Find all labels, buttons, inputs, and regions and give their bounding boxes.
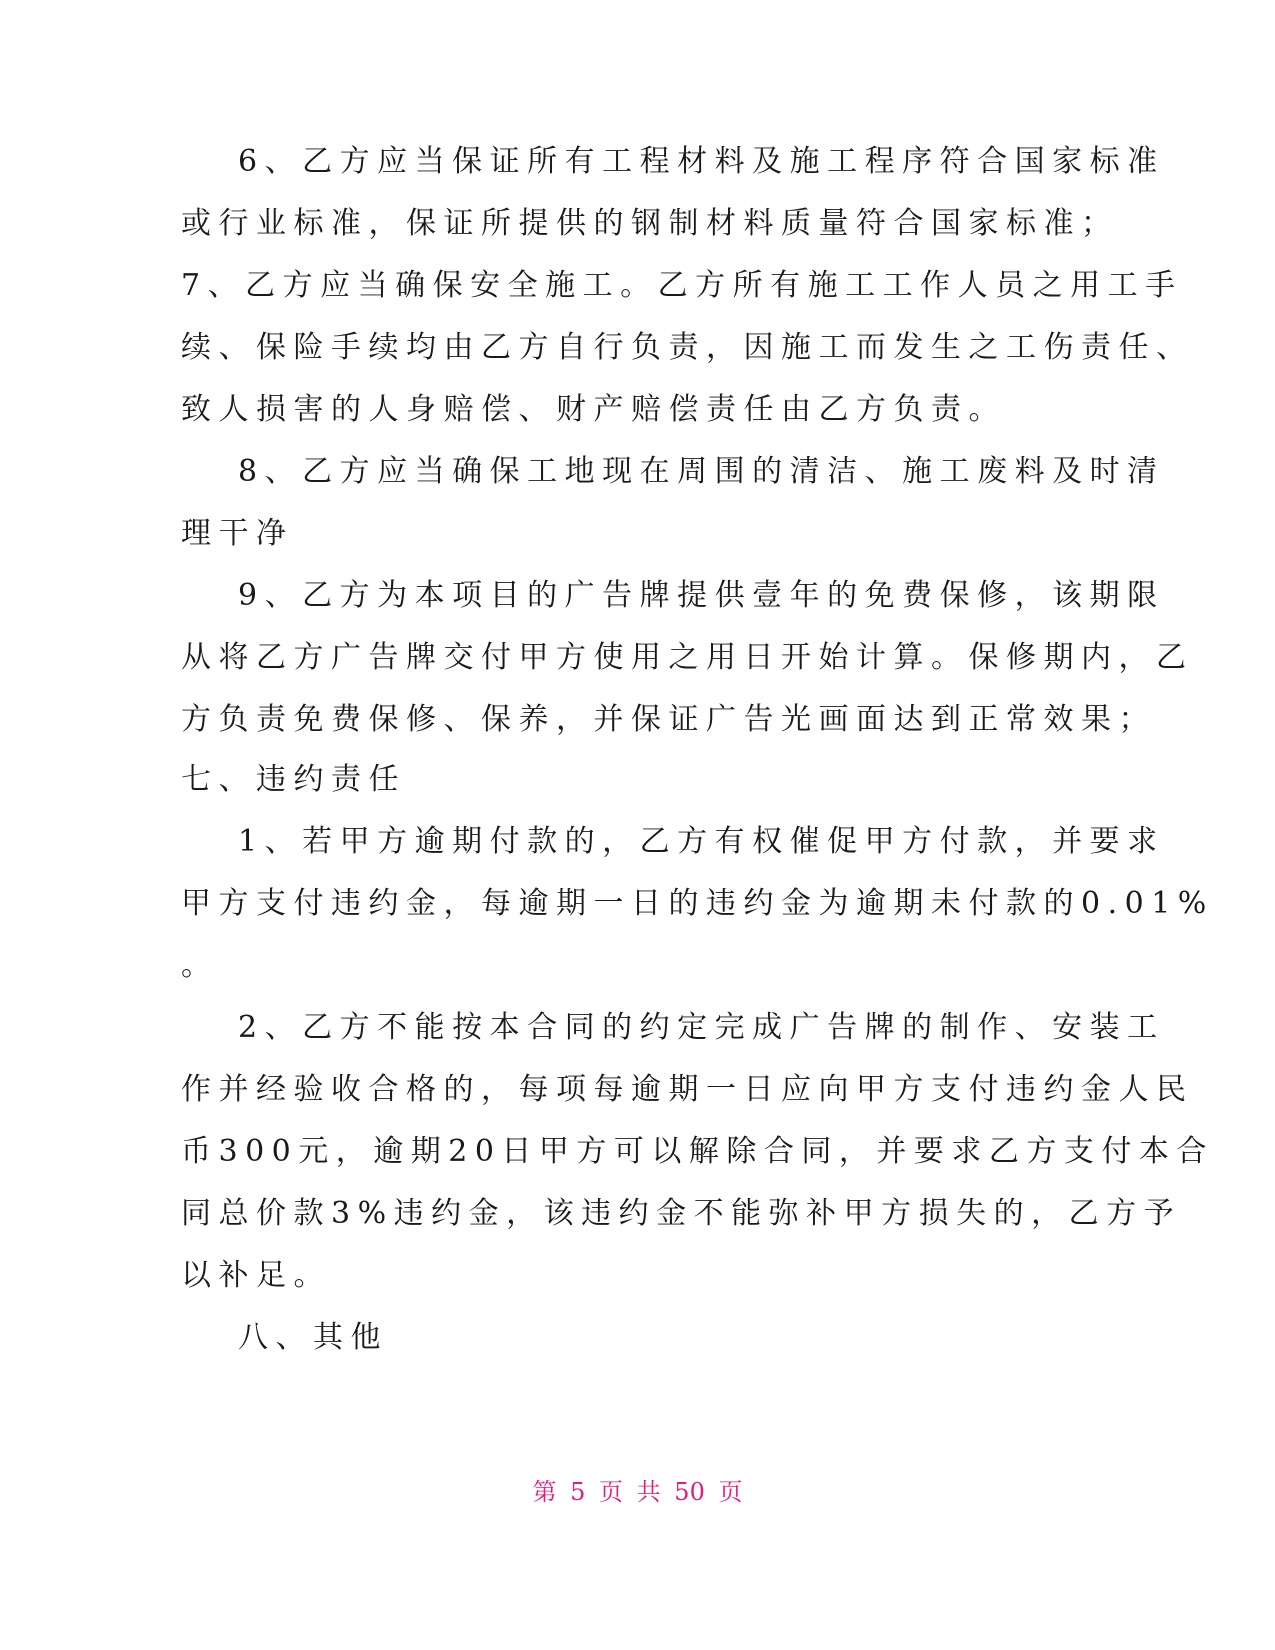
paragraph-line: 同总价款3%违约金，该违约金不能弥补甲方损失的，乙方予 <box>181 1196 1182 1231</box>
paragraph-line: 方负责免费保修、保养，并保证广告光画面达到正常效果； <box>181 702 1156 737</box>
paragraph-line: 8、乙方应当确保工地现在周围的清洁、施工废料及时清 <box>238 454 1165 489</box>
paragraph-line: 从将乙方广告牌交付甲方使用之用日开始计算。保修期内，乙 <box>181 640 1194 675</box>
paragraph-line: 币300元，逾期20日甲方可以解除合同，并要求乙方支付本合 <box>181 1134 1214 1169</box>
paragraph-line: 续、保险手续均由乙方自行负责，因施工而发生之工伤责任、 <box>181 330 1194 365</box>
paragraph-line: 或行业标准，保证所提供的钢制材料质量符合国家标准； <box>181 206 1119 241</box>
paragraph-line: 理干净 <box>181 516 294 551</box>
paragraph-line: 6、乙方应当保证所有工程材料及施工程序符合国家标准 <box>238 144 1165 179</box>
paragraph-line: 9、乙方为本项目的广告牌提供壹年的免费保修，该期限 <box>238 578 1165 613</box>
paragraph-line: 1、若甲方逾期付款的，乙方有权催促甲方付款，并要求 <box>238 824 1165 859</box>
paragraph-line: 作并经验收合格的，每项每逾期一日应向甲方支付违约金人民 <box>181 1072 1194 1107</box>
paragraph-line: 致人损害的人身赔偿、财产赔偿责任由乙方负责。 <box>181 392 1006 427</box>
paragraph-line: 7、乙方应当确保安全施工。乙方所有施工工作人员之用工手 <box>181 268 1183 303</box>
page-number-footer: 第 5 页 共 50 页 <box>532 1478 743 1506</box>
paragraph-line: 甲方支付违约金，每逾期一日的违约金为逾期未付款的0.01% <box>181 886 1214 921</box>
section-heading: 八、其他 <box>238 1320 388 1355</box>
paragraph-line: 。 <box>181 948 219 983</box>
paragraph-line: 以补足。 <box>181 1258 331 1293</box>
paragraph-line: 2、乙方不能按本合同的约定完成广告牌的制作、安装工 <box>238 1010 1165 1045</box>
section-heading: 七、违约责任 <box>181 762 406 797</box>
